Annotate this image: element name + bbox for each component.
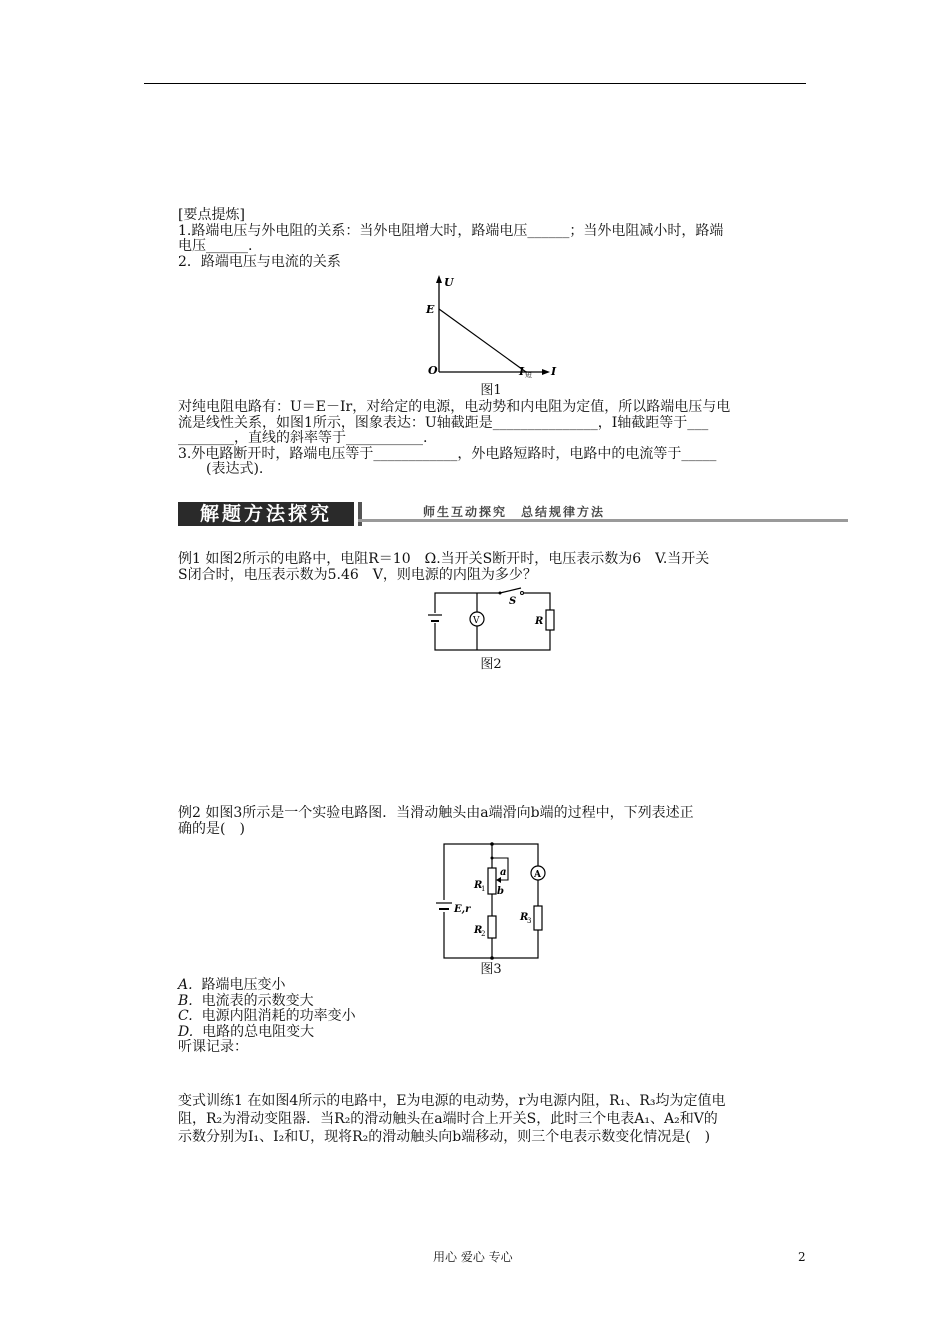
example-2-line-1: 例2 如图3所示是一个实验电路图．当滑动触头由a端滑向b端的过程中，下列表述正 (178, 805, 694, 821)
option-a-text: 路端电压变小 (201, 977, 286, 993)
point-1-line-a: 1.路端电压与外电阻的关系：当外电阻增大时，路端电压______；当外电阻减小时，路端 (178, 222, 724, 239)
point-1-line-b: 电压______. (178, 238, 253, 254)
i-short-label: I (519, 365, 525, 378)
key-points-block (178, 208, 808, 270)
banner-subtitle: 师生互动探究 总结规律方法 (423, 505, 606, 519)
terminal-a-label: a (500, 867, 507, 878)
u-i-line (439, 309, 526, 372)
option-b[interactable] (178, 994, 808, 1010)
footer-slogan: 用心 爱心 专心 (433, 1250, 513, 1264)
r2-label: R (474, 925, 483, 936)
option-c-text: 电源内阻消耗的功率变小 (201, 1008, 356, 1024)
key-points-heading: [要点提炼] (178, 207, 245, 223)
r2-subscript: 2 (481, 930, 486, 938)
option-b-text: 电流表的示数变大 (201, 992, 314, 1009)
rheostat-r1 (488, 868, 496, 894)
figure-3-caption: 图3 (480, 962, 502, 977)
variant-1-block (178, 1092, 808, 1146)
banner-title: 解题方法探究 (178, 502, 354, 526)
outer-loop (444, 844, 538, 958)
variant-1-line-1: 变式训练1 在如图4所示的电路中，E为电源的电动势，r为电源内阻，R₁、R₃均为定值电 (178, 1093, 726, 1109)
example-1-line-1: 例1 如图2所示的电路中，电阻R＝10 Ω.当开关S断开时，电压表示数为6 V.当开关 (178, 551, 710, 567)
example-1-line-2: S闭合时，电压表示数为5.46 V，则电源的内阻为多少？ (178, 566, 537, 583)
option-b-letter: B. (178, 992, 193, 1009)
option-d[interactable] (178, 1025, 808, 1041)
variant-1-line-3: 示数分别为I₁、I₂和U，现将R₂的滑动触头向b端移动，则三个电表示数变化情况是( ) (178, 1129, 711, 1145)
point-2-line: 2．路端电压与电流的关系 (178, 253, 341, 270)
resistor-r2 (488, 916, 496, 938)
source-label: E,r (454, 904, 471, 915)
voltmeter-label: V (473, 616, 480, 626)
paragraph-line-b: 流是线性关系，如图1所示，图象表达：U轴截距是_______________，I轴截距等于___ (178, 414, 709, 431)
point-3-line-a: 3.外电路断开时，路端电压等于____________，外电路短路时，电路中的电流等于_____ (178, 445, 717, 462)
paragraph-line-a: 对纯电阻电路有：U＝E－Ir，对给定的电源，电动势和内电阻为定值，所以路端电压与电 (178, 399, 731, 415)
u-axis-arrow (436, 275, 442, 283)
figure-3-circuit (430, 840, 555, 962)
option-c[interactable] (178, 1009, 808, 1025)
paragraph-line-c: ________，直线的斜率等于___________. (178, 430, 428, 446)
banner-divider (358, 502, 362, 526)
resistor-r (546, 610, 554, 630)
i-short-subscript: 短 (525, 371, 532, 379)
example-2-line-2: 确的是( ) (178, 820, 245, 837)
option-d-text: 电路的总电阻变大 (202, 1023, 315, 1040)
r3-subscript: 3 (527, 917, 532, 925)
e-label: E (426, 303, 435, 316)
figure-1-graph (420, 272, 570, 382)
figure-1-caption: 图1 (480, 383, 502, 398)
point-3-line-b: (表达式). (206, 461, 264, 477)
option-a-letter: A. (178, 977, 193, 993)
resistor-label: R (535, 616, 544, 627)
option-a[interactable] (178, 978, 808, 994)
ammeter-label: A (534, 870, 541, 880)
r3-label: R (520, 912, 529, 923)
option-d-letter: D. (178, 1023, 194, 1040)
resistor-r3 (534, 906, 542, 930)
u-axis-label: U (444, 276, 454, 289)
r1-subscript: 1 (481, 885, 486, 893)
r1-label: R (474, 880, 483, 891)
option-c-letter: C. (178, 1008, 193, 1024)
example-1-block (178, 552, 808, 583)
pure-resistor-paragraph (178, 400, 808, 478)
header-rule (144, 83, 806, 84)
i-axis-arrow (542, 369, 550, 375)
i-axis-label: I (551, 365, 557, 378)
terminal-b-label: b (497, 886, 504, 897)
switch-label: S (509, 596, 517, 607)
origin-label: O (428, 364, 438, 377)
section-banner (178, 502, 848, 528)
variant-1-line-2: 阻，R₂为滑动变阻器．当R₂的滑动触头在a端时合上开关S，此时三个电表A₁、A₂和V的 (178, 1111, 718, 1127)
circuit-loop (435, 593, 550, 650)
figure-2-circuit (425, 585, 560, 655)
page-number: 2 (798, 1250, 806, 1264)
example-2-options (178, 978, 808, 1056)
lecture-notes-label: 听课记录： (178, 1039, 248, 1055)
figure-2-caption: 图2 (480, 657, 502, 672)
example-2-block (178, 806, 808, 837)
